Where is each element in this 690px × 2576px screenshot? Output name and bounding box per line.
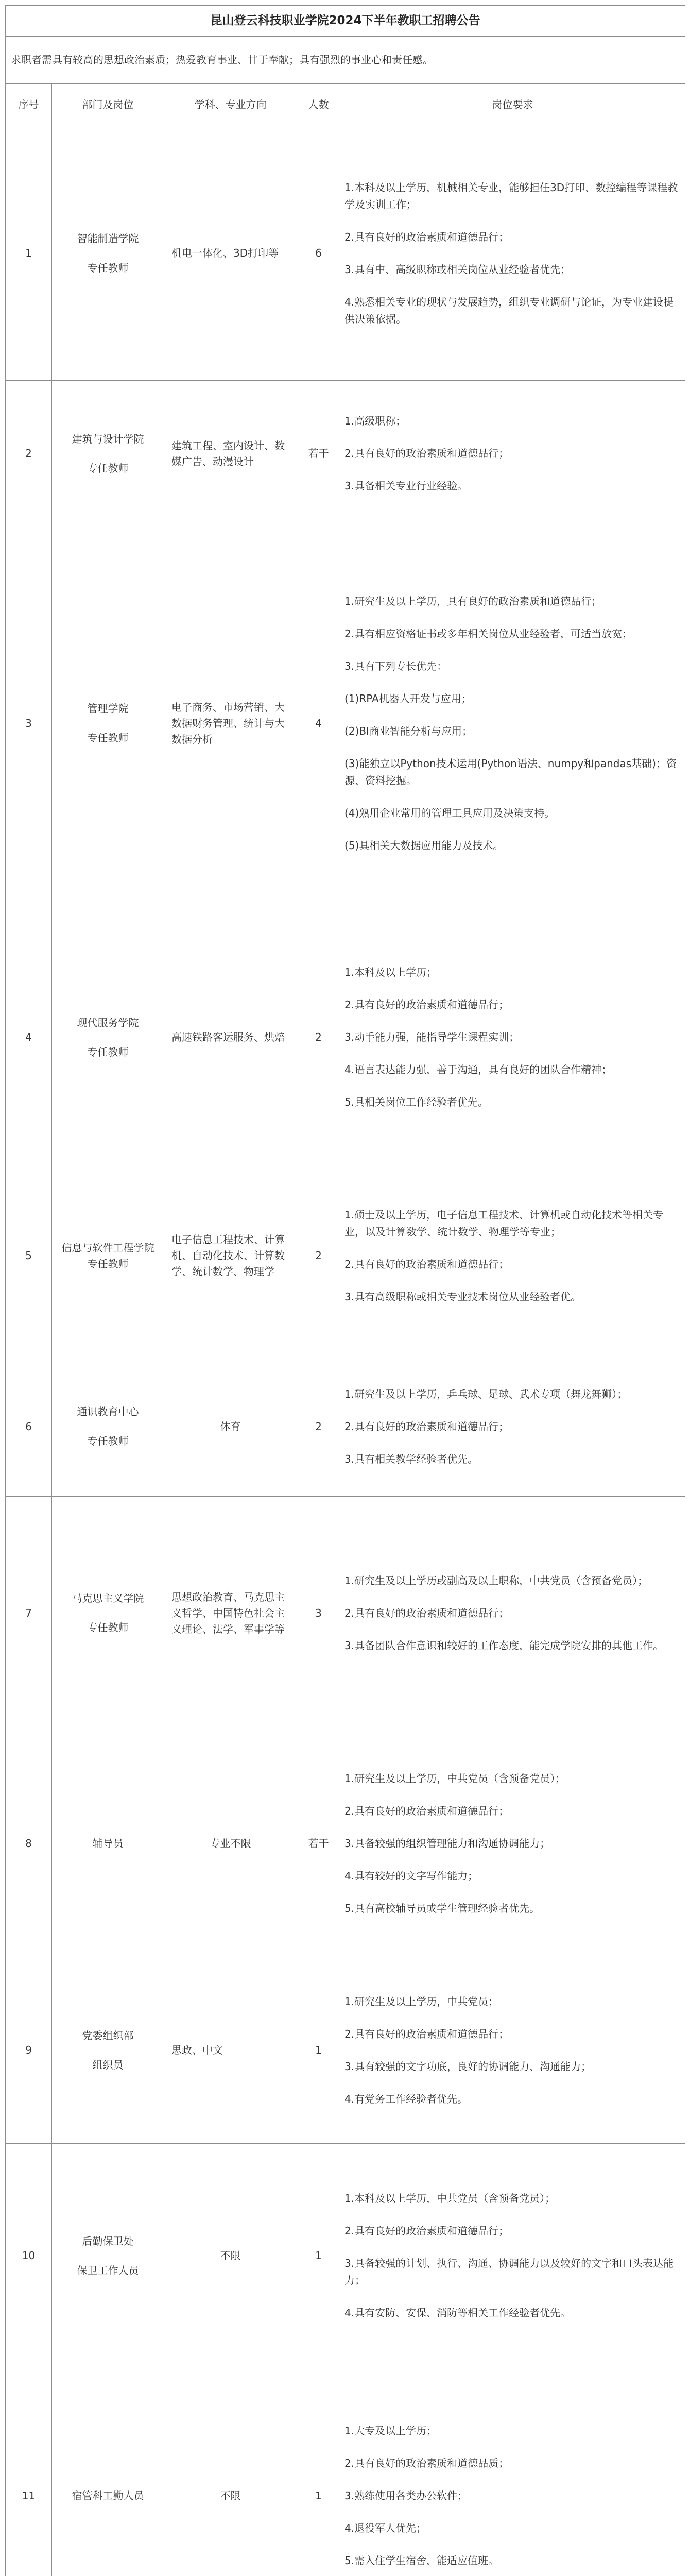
requirement-item: 2.具有良好的政治素质和道德品质； [344,2456,509,2469]
requirement-spacer [344,610,680,625]
requirement-item: 1.研究生及以上学历，中共党员； [344,1995,499,2008]
requirement-spacer [344,1820,680,1835]
requirements-cell [340,1730,685,1957]
requirements-cell [340,381,685,527]
requirement-item: 1.高级职称； [344,415,406,427]
requirement-item: 2.具有良好的政治素质和道德品行； [344,998,509,1011]
table-row [6,2368,685,2576]
table-row [6,920,685,1155]
major-cell: 建筑工程、室内设计、数媒广告、动漫设计 [164,381,297,527]
requirement-spacer [344,2472,680,2487]
table-row [6,527,685,920]
requirement-item: 1.硕士及以上学历，电子信息工程技术、计算机或自动化技术等相关专业，以及计算数学、统计数学、物理学等专业； [344,1208,664,1238]
dept-line: 保卫工作人员 [77,2264,139,2277]
requirement-spacer [344,822,680,837]
requirement-item: (1)RPA机器人开发与应用； [344,692,472,705]
requirement-item: 4.具有安防、安保、消防等相关工作经验者优先。 [344,2307,571,2319]
requirement-spacer [344,1013,680,1029]
requirement-item: 3.熟练使用各类办公软件； [344,2489,468,2502]
requirement-spacer [344,1787,680,1803]
table-row [6,1957,685,2144]
headcount-cell: 6 [297,126,340,381]
row-number: 5 [6,1155,52,1357]
requirement-item: 2.具有良好的政治素质和道德品行； [344,1804,509,1817]
row-number: 4 [6,920,52,1155]
requirement-spacer [344,1622,680,1637]
dept-line: 专任教师 [87,732,129,744]
dept-line: 现代服务学院 [77,1016,139,1029]
requirement-item: 3.具备团队合作意识和较好的工作态度，能完成学院安排的其他工作。 [344,1639,664,1652]
requirement-item: 3.具有相关教学经验者优先。 [344,1452,478,1465]
major-cell: 电子信息工程技术、计算机、自动化技术、计算数学、统计数学、物理学 [164,1155,297,1357]
requirement-item: 4.熟悉相关专业的现状与发展趋势，组织专业调研与论证，为专业建设提供决策依据。 [344,295,674,325]
dept-line: 专任教师 [87,261,129,274]
requirement-item: (4)熟用企业常用的管理工具应用及决策支持。 [344,806,555,819]
table-row [6,1155,685,1357]
major-cell: 不限 [164,2144,297,2368]
table-row [6,381,685,527]
requirement-spacer [344,1046,680,1061]
header-dept: 部门及岗位 [52,84,164,126]
requirement-item: 2.具有良好的政治素质和道德品行； [344,230,509,243]
dept-line: 智能制造学院 [77,232,139,245]
requirement-spacer [344,1852,680,1868]
requirement-item: 2.具有良好的政治素质和道德品行； [344,2225,509,2237]
table-row [6,1497,685,1730]
requirement-item: 1.研究生及以上学历，具有良好的政治素质和道德品行； [344,595,602,607]
headcount-cell: 2 [297,1357,340,1497]
headcount-cell: 3 [297,1497,340,1730]
headcount-cell: 若干 [297,381,340,527]
requirement-item: 5.具相关岗位工作经验者优先。 [344,1096,489,1108]
requirement-item: 3.具备较强的组织管理能力和沟通协调能力； [344,1837,550,1850]
page-title: 昆山登云科技职业学院2024下半年教职工招聘公告 [6,6,685,37]
requirement-item: (5)具相关大数据应用能力及技术。 [344,839,504,852]
dept-cell [52,2144,164,2368]
requirement-item: 1.研究生及以上学历，乒乓球、足球、武术专项（舞龙舞狮）； [344,1387,628,1400]
requirement-item: 1.研究生及以上学历或副高及以上职称，中共党员（含预备党员）； [344,1574,648,1587]
dept-cell [52,1730,164,1957]
dept-line: 专任教师 [87,1435,129,1447]
requirement-item: 3.动手能力强，能指导学生课程实训； [344,1031,520,1043]
row-number: 8 [6,1730,52,1957]
requirement-spacer [344,1435,680,1451]
requirement-item: 4.退役军人优先； [344,2521,427,2534]
requirement-item: 4.语言表达能力强，善于沟通，具有良好的团队合作精神； [344,1063,612,1076]
requirements-cell [340,1155,685,1357]
row-number: 11 [6,2368,52,2576]
table-row [6,126,685,381]
requirement-spacer [344,2537,680,2552]
dept-cell [52,1497,164,1730]
dept-line: 党委组织部 [82,2029,134,2042]
row-number: 6 [6,1357,52,1497]
dept-line: 专任教师 [87,462,129,474]
requirement-spacer [344,2439,680,2455]
requirement-item: 4.有党务工作经验者优先。 [344,2092,468,2105]
dept-cell [52,381,164,527]
requirements-cell [340,2144,685,2368]
requirement-spacer [344,1403,680,1418]
recruitment-table [5,5,685,2576]
requirement-spacer [344,981,680,996]
requirement-item: 4.具有较好的文字写作能力； [344,1869,478,1882]
requirement-spacer [344,707,680,723]
requirement-spacer [344,1589,680,1605]
headcount-cell: 1 [297,2144,340,2368]
row-number: 7 [6,1497,52,1730]
requirement-spacer [344,675,680,690]
major-cell: 高速铁路客运服务、烘焙 [164,920,297,1155]
requirement-item: 1.本科及以上学历，中共党员（含预备党员）； [344,2192,556,2205]
requirement-spacer [344,2075,680,2091]
requirements-cell [340,1497,685,1730]
dept-line: 专任教师 [87,1045,129,1058]
requirement-spacer [344,740,680,755]
requirement-spacer [344,642,680,658]
major-cell: 思想政治教育、马克思主义哲学、中国特色社会主义理论、法学、军事学等 [164,1497,297,1730]
headcount-cell: 1 [297,1957,340,2144]
headcount-cell: 若干 [297,1730,340,1957]
requirement-spacer [344,2043,680,2058]
requirement-spacer [344,430,680,445]
requirement-item: (3)能独立以Python技术运用(Python语法、numpy和pandas基础)；资源、资料挖掘。 [344,757,677,787]
dept-line: 辅导员 [92,1837,124,1850]
dept-line: 马克思主义学院 [72,1592,144,1604]
requirement-spacer [344,278,680,294]
intro-text: 求职者需具有较高的思想政治素质；热爱教育事业、甘于奉献；具有强烈的事业心和责任感。 [6,37,685,84]
dept-line: 通识教育中心 [77,1405,139,1418]
dept-line: 专任教师 [87,1621,129,1634]
requirement-item: 3.具有中、高级职称或相关岗位从业经验者优先； [344,263,571,276]
title-row [6,6,685,37]
header-row [6,84,685,126]
requirement-spacer [344,1885,680,1900]
dept-line: 信息与软件工程学院专任教师 [61,1241,154,1270]
major-cell: 电子商务、市场营销、大数据财务管理、统计与大数据分析 [164,527,297,920]
requirement-spacer [344,1273,680,1289]
requirement-item: 2.具有良好的政治素质和道德品行； [344,447,509,460]
requirement-item: 2.具有良好的政治素质和道德品行； [344,2027,509,2040]
requirement-item: 3.具有下列专长优先： [344,659,447,672]
dept-cell [52,527,164,920]
dept-line: 管理学院 [87,702,129,715]
requirement-item: 1.大专及以上学历； [344,2424,437,2437]
requirement-item: 3.具有高级职称或相关专业技术岗位从业经验者优。 [344,1290,581,1303]
dept-cell [52,2368,164,2576]
row-number: 2 [6,381,52,527]
requirement-spacer [344,462,680,478]
major-cell: 思政、中文 [164,1957,297,2144]
headcount-cell: 1 [297,2368,340,2576]
requirement-item: 1.研究生及以上学历，中共党员（含预备党员）； [344,1772,566,1785]
dept-line: 宿管科工勤人员 [72,2489,144,2502]
requirement-spacer [344,1241,680,1256]
requirement-spacer [344,1078,680,1094]
requirement-spacer [344,2240,680,2255]
headcount-cell: 2 [297,1155,340,1357]
requirement-item: 1.本科及以上学历，机械相关专业，能够担任3D打印、数控编程等课程教学及实训工作； [344,181,678,211]
requirement-spacer [344,2289,680,2304]
intro-row [6,37,685,84]
dept-cell [52,126,164,381]
dept-cell [52,1957,164,2144]
headcount-cell: 4 [297,527,340,920]
row-number: 10 [6,2144,52,2368]
row-number: 1 [6,126,52,381]
requirements-cell [340,126,685,381]
requirement-item: 3.具备较强的计划、执行、沟通、协调能力以及较好的文字和口头表达能力； [344,2257,674,2286]
major-cell: 不限 [164,2368,297,2576]
requirements-cell [340,527,685,920]
major-cell: 体育 [164,1357,297,1497]
requirement-spacer [344,213,680,229]
table-row [6,1357,685,1497]
requirements-cell [340,1357,685,1497]
requirements-cell [340,920,685,1155]
requirement-item: (2)BI商业智能分析与应用； [344,724,472,737]
requirement-item: 3.具备相关专业行业经验。 [344,480,468,492]
dept-cell [52,1357,164,1497]
requirement-item: 5.需入住学生宿舍，能适应值班。 [344,2554,499,2567]
requirement-item: 5.具有高校辅导员或学生管理经验者优先。 [344,1902,540,1914]
headcount-cell: 2 [297,920,340,1155]
requirement-item: 2.具有良好的政治素质和道德品行； [344,1258,509,1270]
requirements-cell [340,2368,685,2576]
header-major: 学科、专业方向 [164,84,297,126]
major-cell: 专业不限 [164,1730,297,1957]
requirement-item: 2.具有良好的政治素质和道德品行； [344,1606,509,1619]
requirements-cell [340,1957,685,2144]
requirement-item: 2.具有相应资格证书或多年相关岗位从业经验者，可适当放宽； [344,627,633,640]
requirement-spacer [344,2010,680,2026]
dept-line: 后勤保卫处 [82,2234,134,2247]
header-no: 序号 [6,84,52,126]
dept-line: 建筑与设计学院 [72,432,144,445]
requirement-item: 3.具有较强的文字功底，良好的协调能力、沟通能力； [344,2060,592,2073]
dept-cell [52,920,164,1155]
row-number: 9 [6,1957,52,2144]
dept-cell [52,1155,164,1357]
table-row [6,1730,685,1957]
major-cell: 机电一体化、3D打印等 [164,126,297,381]
requirement-spacer [344,2504,680,2520]
requirement-spacer [344,789,680,805]
dept-line: 组织员 [92,2058,124,2071]
row-number: 3 [6,527,52,920]
header-count: 人数 [297,84,340,126]
requirement-spacer [344,2207,680,2223]
table-row [6,2144,685,2368]
header-req: 岗位要求 [340,84,685,126]
requirement-spacer [344,246,680,261]
requirement-item: 2.具有良好的政治素质和道德品行； [344,1420,509,1433]
requirement-item: 1.本科及以上学历； [344,966,437,978]
